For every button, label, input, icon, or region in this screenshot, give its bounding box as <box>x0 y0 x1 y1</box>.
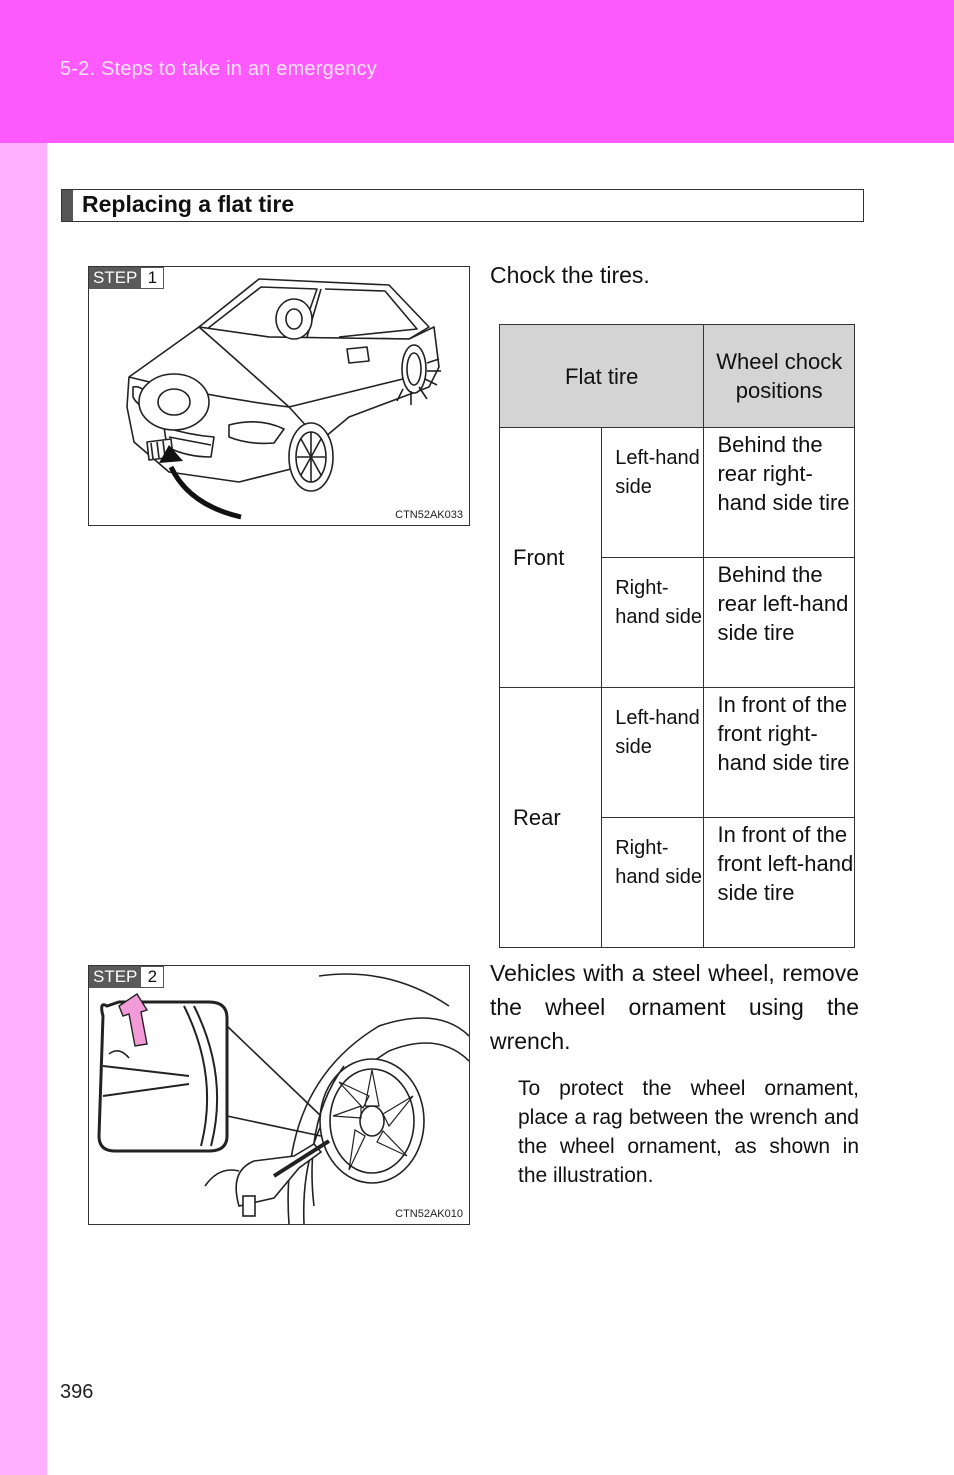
table-cell-position: Behind the rear right-hand side tire <box>704 428 855 558</box>
step1-text: Chock the tires. <box>490 262 650 288</box>
table-header-row <box>500 325 855 428</box>
table-header-positions: Wheel chock positions <box>704 325 855 428</box>
section-title-marker <box>62 190 73 221</box>
table-cell-side: Right-hand side <box>602 818 704 948</box>
page-number: 396 <box>60 1381 94 1403</box>
breadcrumb: 5-2. Steps to take in an emergency <box>60 58 377 80</box>
table-row <box>500 428 855 558</box>
table-cell-side: Right-hand side <box>602 558 704 688</box>
table-cell-position: In front of the front left-hand side tire <box>704 818 855 948</box>
table-row <box>500 688 855 818</box>
table-cell-position: In front of the front right-hand side tire <box>704 688 855 818</box>
step1-label: STEP <box>89 267 141 289</box>
car-chocking-illustration <box>89 267 469 525</box>
wheel-ornament-removal-illustration <box>89 966 469 1224</box>
wheel-chock-table <box>499 324 855 948</box>
table-header-flat-tire: Flat tire <box>500 325 704 428</box>
table-cell-group: Rear <box>500 688 602 948</box>
step1-figure <box>88 266 470 526</box>
step2-text: Vehicles with a steel wheel, remove the wheel ornament using the wrench. <box>490 960 859 1054</box>
table-cell-group: Front <box>500 428 602 688</box>
side-band <box>0 143 47 1475</box>
table-cell-position: Behind the rear left-hand side tire <box>704 558 855 688</box>
step2-label: STEP <box>89 966 141 988</box>
section-title-box <box>61 189 864 222</box>
step2-note: To protect the wheel ornament, place a rag between the wrench and the wheel ornament, as shown in the illustration. <box>518 1077 859 1187</box>
step1-tag <box>89 267 164 289</box>
table-cell-side: Left-hand side <box>602 428 704 558</box>
step2-number: 2 <box>141 966 164 988</box>
step2-tag <box>89 966 164 988</box>
step1-number: 1 <box>141 267 164 289</box>
step2-figure-code: CTN52AK010 <box>395 1208 463 1220</box>
step1-figure-code: CTN52AK033 <box>395 509 463 521</box>
table-cell-side: Left-hand side <box>602 688 704 818</box>
step2-figure <box>88 965 470 1225</box>
section-title: Replacing a flat tire <box>82 191 295 217</box>
